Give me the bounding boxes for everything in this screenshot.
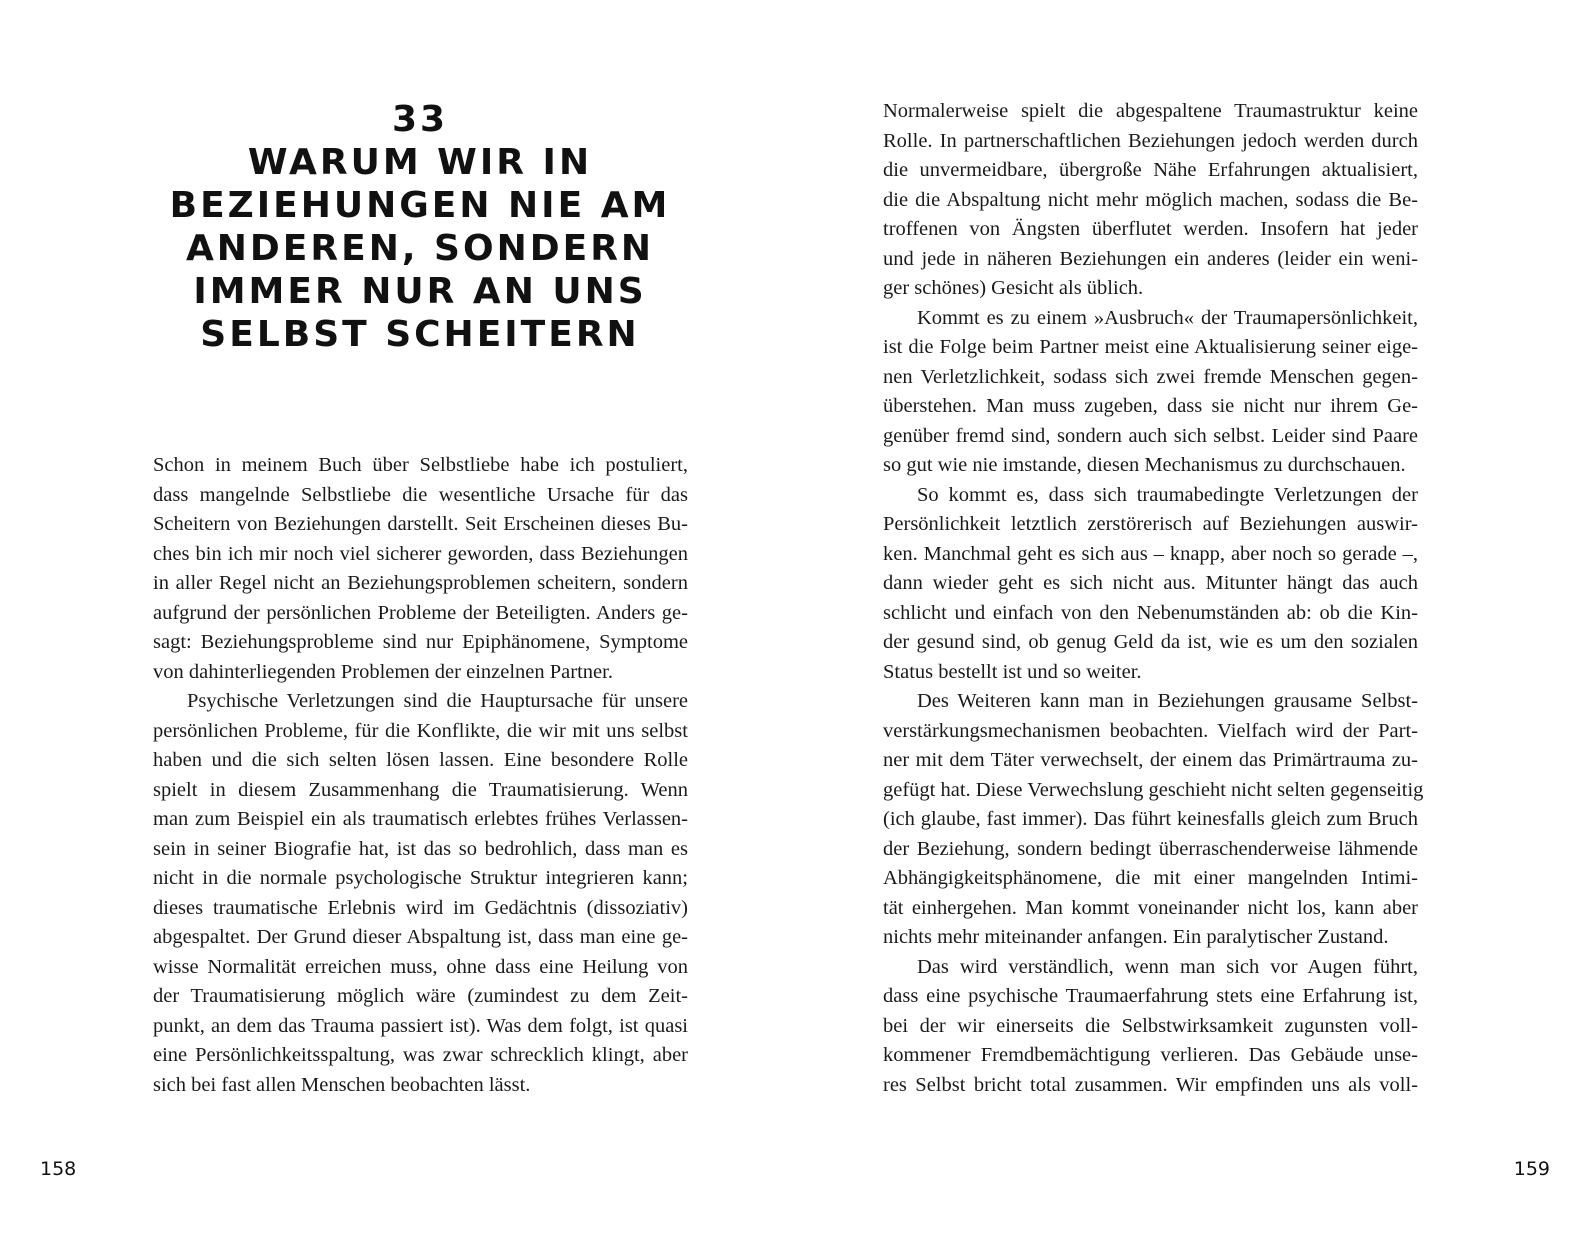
text-line: res Selbst bricht total zusammen. Wir empfinden uns als voll-: [883, 1073, 1418, 1096]
text-line: Rolle. In partnerschaftlichen Beziehungen jedoch werden durch: [883, 129, 1418, 152]
text-line: schlicht und einfach von den Nebenumständen ab: ob die Kin-: [883, 601, 1418, 624]
text-line: dann wieder geht es sich nicht aus. Mitunter hängt das auch: [883, 572, 1418, 594]
text-line: so gut wie nie imstande, diesen Mechanismus zu durchschauen.: [883, 454, 1406, 476]
page-number-left: 158: [40, 1158, 77, 1180]
text-line: Des Weiteren kann man in Beziehungen grausame Selbst-: [917, 690, 1418, 712]
text-line: ches bin ich mir noch viel sicherer geworden, dass Beziehungen: [153, 542, 688, 565]
text-line: Das wird verständlich, wenn man sich vor Augen führt,: [917, 955, 1418, 978]
text-line: nichts mehr miteinander anfangen. Ein paralytischer Zustand.: [883, 926, 1389, 948]
paragraph: [153, 451, 688, 687]
text-line: persönlichen Probleme, für die Konflikte, die wir mit uns selbst: [153, 719, 688, 742]
right-body-text: [883, 97, 1424, 1100]
paragraph: [883, 304, 1418, 481]
paragraph: [153, 687, 688, 1100]
text-line: und jede in näheren Beziehungen ein anderes (leider ein weni-: [883, 247, 1418, 270]
chapter-number: 33: [391, 99, 449, 140]
text-line: Kommt es zu einem »Ausbruch« der Traumapersönlichkeit,: [917, 306, 1418, 329]
text-line: tät einhergehen. Man kommt voneinander nicht los, kann aber: [883, 896, 1418, 919]
paragraph: [883, 97, 1418, 304]
text-line: dieses traumatische Erlebnis wird im Gedächtnis (dissoziativ): [153, 896, 688, 919]
text-line: eine Persönlichkeitsspaltung, was zwar schrecklich klingt, aber: [153, 1044, 688, 1066]
text-line: nen Verletzlichkeit, sodass sich zwei fremde Menschen gegen-: [883, 365, 1418, 388]
text-line: in aller Regel nicht an Beziehungsproblemen scheitern, sondern: [153, 572, 688, 594]
text-line: ner mit dem Täter verwechselt, der einem das Primärtrauma zu-: [883, 749, 1418, 771]
text-line: ist die Folge beim Partner meist eine Aktualisierung seiner eige-: [883, 336, 1418, 358]
text-line: man zum Beispiel ein als traumatisch erlebtes frühes Verlassen-: [153, 808, 688, 830]
text-line: von dahinterliegenden Problemen der einzelnen Partner.: [153, 660, 613, 683]
text-line: aufgrund der persönlichen Probleme der Beteiligten. Anders ge-: [153, 601, 688, 624]
paragraph: [883, 687, 1424, 953]
text-line: Scheitern von Beziehungen darstellt. Seit Erscheinen dieses Bu-: [153, 513, 688, 535]
text-line: haben und die sich selten lösen lassen. Eine besondere Rolle: [153, 749, 688, 771]
text-line: Status bestellt ist und so weiter.: [883, 660, 1142, 683]
text-line: dass mangelnde Selbstliebe die wesentliche Ursache für das: [153, 483, 688, 506]
text-line: ken. Manchmal geht es sich aus – knapp, aber noch so gerade –,: [883, 542, 1418, 565]
text-line: die die Abspaltung nicht mehr möglich machen, sodass die Be-: [883, 188, 1418, 211]
text-line: (ich glaube, fast immer). Das führt keinesfalls gleich zum Bruch: [883, 808, 1418, 830]
chapter-heading: [150, 98, 690, 356]
text-line: der Traumatisierung möglich wäre (zumindest zu dem Zeit-: [153, 985, 688, 1007]
text-line: genüber fremd sind, sondern auch sich selbst. Leider sind Paare: [883, 424, 1418, 447]
text-line: der gesund sind, ob genug Geld da ist, wie es um den sozialen: [883, 631, 1418, 653]
text-line: bei der wir einerseits die Selbstwirksamkeit zugunsten voll-: [883, 1014, 1418, 1037]
left-body-text: [153, 451, 688, 1100]
text-line: Normalerweise spielt die abgespaltene Traumastruktur keine: [883, 100, 1418, 122]
text-line: spielt in diesem Zusammenhang die Traumatisierung. Wenn: [153, 778, 688, 801]
paragraph: [883, 953, 1418, 1101]
text-line: dass eine psychische Traumaerfahrung stets eine Erfahrung ist,: [883, 985, 1418, 1007]
page-number-right: 159: [1513, 1158, 1550, 1180]
text-line: die unvermeidbare, übergroße Nähe Erfahrungen aktualisiert,: [883, 159, 1418, 181]
text-line: wisse Normalität erreichen muss, ohne dass eine Heilung von: [153, 955, 688, 978]
text-line: überstehen. Man muss zugeben, dass sie nicht nur ihrem Ge-: [883, 395, 1418, 417]
text-line: kommener Fremdbemächtigung verlieren. Das Gebäude unse-: [883, 1044, 1418, 1066]
text-line: sagt: Beziehungsprobleme sind nur Epiphänomene, Symptome: [153, 631, 688, 653]
text-line: abgespaltet. Der Grund dieser Abspaltung ist, dass man eine ge-: [153, 926, 688, 948]
text-line: verstärkungsmechanismen beobachten. Vielfach wird der Part-: [883, 719, 1418, 742]
text-line: der Beziehung, sondern bedingt überraschenderweise lähmende: [883, 837, 1418, 860]
text-line: punkt, an dem das Trauma passiert ist). Was dem folgt, ist quasi: [153, 1014, 688, 1037]
right-page: [797, 0, 1594, 1240]
text-line: nicht in die normale psychologische Struktur integrieren kann;: [153, 867, 688, 889]
text-line: sich bei fast allen Menschen beobachten lässt.: [153, 1073, 531, 1096]
text-line: Schon in meinem Buch über Selbstliebe habe ich postuliert,: [153, 454, 688, 476]
text-line: Persönlichkeit letztlich zerstörerisch auf Beziehungen auswir-: [883, 513, 1418, 535]
text-line: troffenen von Ängsten überflutet werden. Insofern hat jeder: [883, 218, 1418, 240]
text-line: Abhängigkeitsphänomene, die mit einer mangelnden Intimi-: [883, 867, 1418, 889]
chapter-title: WARUM WIR IN BEZIEHUNGEN NIE AM ANDEREN, SONDERN IMMER NUR AN UNS SELBST SCHEITERN: [169, 142, 671, 355]
text-line: gefügt hat. Diese Verwechslung geschieht nicht selten gegenseitig: [883, 778, 1424, 801]
paragraph: [883, 481, 1418, 688]
text-line: sein in seiner Biografie hat, ist das so bedrohlich, dass man es: [153, 837, 688, 860]
text-line: Psychische Verletzungen sind die Hauptursache für unsere: [187, 690, 688, 712]
text-line: So kommt es, dass sich traumabedingte Verletzungen der: [917, 483, 1418, 506]
text-line: ger schönes) Gesicht als üblich.: [883, 277, 1144, 299]
